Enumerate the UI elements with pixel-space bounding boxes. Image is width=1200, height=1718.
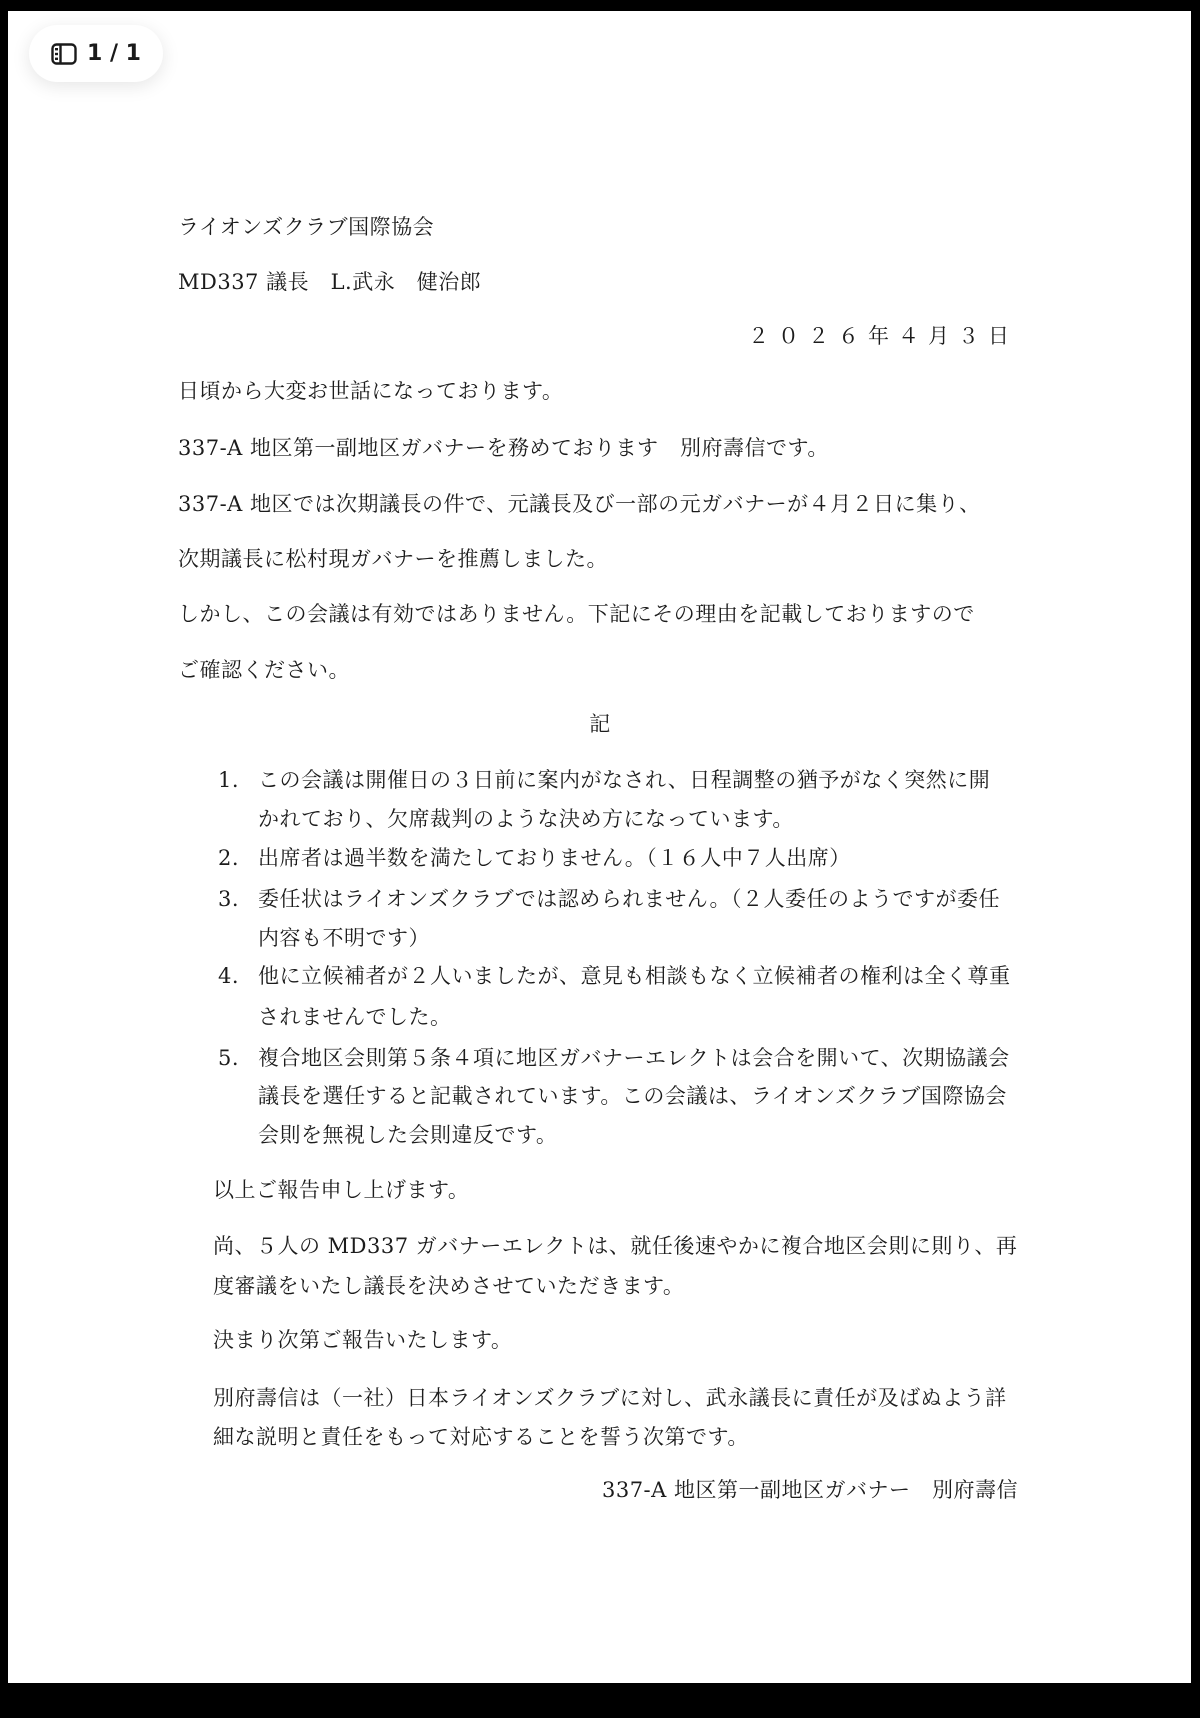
closing-line: 以上ご報告申し上げます。 [213, 1178, 470, 1202]
list-item-text: 他に立候補者が２人いましたが、意見も相談もなく立候補者の権利は全く尊重 [258, 964, 1011, 988]
list-item-number: 5. [218, 1046, 240, 1070]
closing-line: 細な説明と責任をもって対応することを誓う次第です。 [213, 1425, 749, 1449]
list-item-text: 出席者は過半数を満たしておりません。（１６人中７人出席） [258, 846, 851, 870]
closing-line: 度審議をいたし議長を決めさせていただきます。 [213, 1274, 685, 1298]
list-item-text: 内容も不明です） [258, 926, 430, 950]
intro-line: 337-A 地区では次期議長の件で、元議長及び一部の元ガバナーが４月２日に集り、 [178, 492, 981, 516]
intro-line: 日頃から大変お世話になっております。 [178, 379, 564, 403]
page-count-label: 1 / 1 [87, 41, 141, 66]
intro-line: しかし、この会議は有効ではありません。下記にその理由を記載しておりますので [178, 602, 975, 626]
closing-line: 別府壽信は（一社）日本ライオンズクラブに対し、武永議長に責任が及ばぬよう詳 [213, 1386, 1007, 1410]
intro-line: 次期議長に松村現ガバナーを推薦しました。 [178, 547, 608, 571]
addressee-organization: ライオンズクラブ国際協会 [178, 215, 435, 239]
sidebar-thumbnails-icon [51, 43, 77, 65]
list-item-number: 4. [218, 964, 240, 988]
page-indicator-button[interactable] [29, 25, 163, 82]
intro-line: ご確認ください。 [178, 658, 350, 682]
list-item-text: されませんでした。 [258, 1005, 452, 1029]
closing-line: 決まり次第ご報告いたします。 [213, 1328, 513, 1352]
signature: 337-A 地区第一副地区ガバナー 別府壽信 [601, 1478, 1018, 1502]
list-item-text: 議長を選任すると記載されています。この会議は、ライオンズクラブ国際協会 [258, 1084, 1007, 1108]
list-item-number: 3. [218, 887, 240, 911]
list-item-number: 1. [218, 768, 240, 792]
list-item-text: 複合地区会則第５条４項に地区ガバナーエレクトは会合を開いて、次期協議会 [258, 1046, 1010, 1070]
list-item-text: 会則を無視した会則違反です。 [258, 1123, 558, 1147]
list-item-text: この会議は開催日の３日前に案内がなされ、日程調整の猶予がなく突然に開 [258, 768, 991, 792]
closing-line: 尚、５人の MD337 ガバナーエレクトは、就任後速やかに複合地区会則に則り、再 [213, 1234, 1018, 1258]
list-item-text: かれており、欠席裁判のような決め方になっています。 [258, 807, 794, 831]
ki-heading: 記 [589, 712, 611, 736]
list-item-text: 委任状はライオンズクラブでは認められません。（２人委任のようですが委任 [258, 887, 1000, 911]
addressee-recipient: MD337 議長 L.武永 健治郎 [178, 270, 482, 294]
list-item-number: 2. [218, 846, 240, 870]
letter-date: ２０２６年４月３日 [748, 324, 1018, 348]
intro-line: 337-A 地区第一副地区ガバナーを務めております 別府壽信です。 [178, 436, 829, 460]
